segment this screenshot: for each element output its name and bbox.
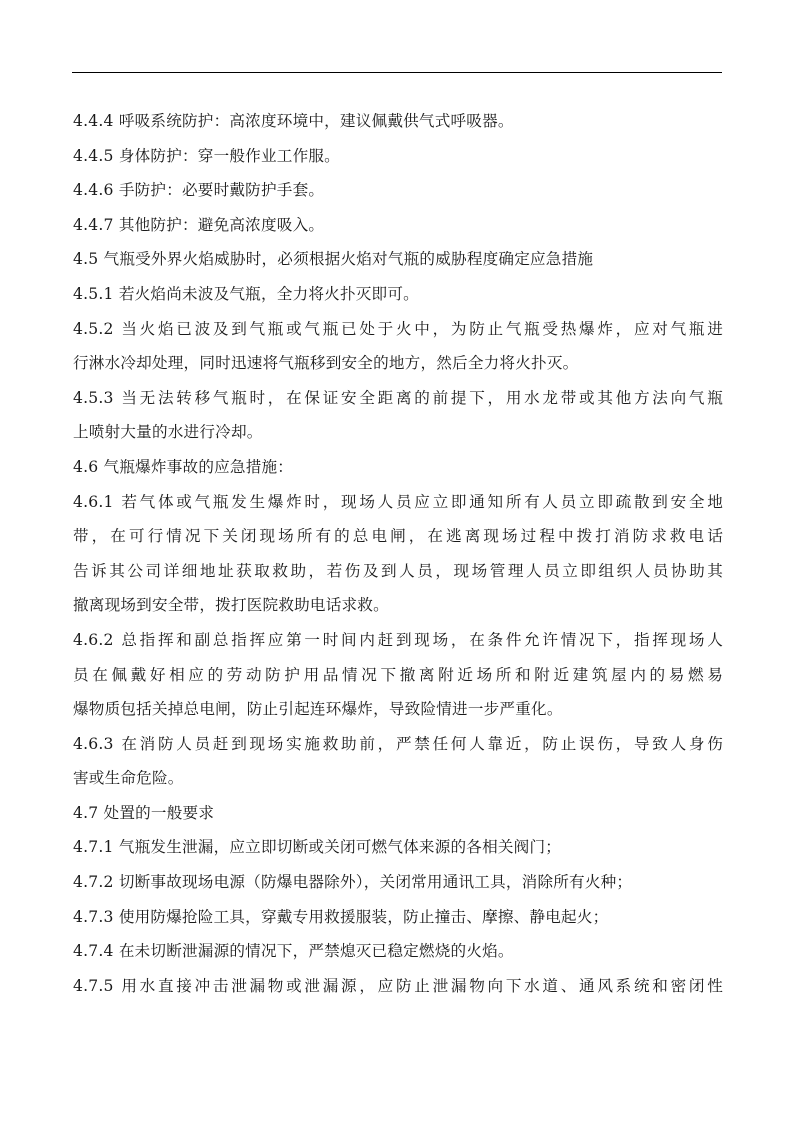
text-line-4-5-2-cont: 行淋水冷却处理，同时迅速将气瓶移到安全的地方，然后全力将火扑灭。 — [73, 354, 579, 373]
text-line-4-6-3-cont: 害或生命危险。 — [73, 769, 184, 788]
text-line-4-6-2-cont-1: 员在佩戴好相应的劳动防护用品情况下撤离附近场所和附近建筑屋内的易燃易 — [73, 665, 723, 684]
text-line-4-4-6: 4.4.6 手防护：必要时戴防护手套。 — [73, 181, 325, 200]
text-line-4-5-2: 4.5.2 当火焰已波及到气瓶或气瓶已处于火中，为防止气瓶受热爆炸，应对气瓶进 — [73, 319, 723, 338]
text-line-4-4-5: 4.4.5 身体防护：穿一般作业工作服。 — [73, 146, 340, 165]
text-line-4-6-3: 4.6.3 在消防人员赶到现场实施救助前，严禁任何人靠近，防止误伤，导致人身伤 — [73, 734, 723, 753]
text-line-4-7-3: 4.7.3 使用防爆抢险工具，穿戴专用救援服装，防止撞击、摩擦、静电起火； — [73, 907, 609, 926]
document-body — [73, 104, 723, 1003]
text-line-4-7-2: 4.7.2 切断事故现场电源（防爆电器除外），关闭常用通讯工具，消除所有火种； — [73, 873, 633, 892]
section-heading-4-6: 4.6 气瓶爆炸事故的应急措施： — [73, 457, 294, 476]
header-rule — [72, 72, 722, 73]
text-line-4-4-7: 4.4.7 其他防护：避免高浓度吸入。 — [73, 215, 325, 234]
text-line-4-6-1-cont-2: 告诉其公司详细地址获取救助，若伤及到人员，现场管理人员立即组织人员协助其 — [73, 561, 723, 580]
text-line-4-7-5: 4.7.5 用水直接冲击泄漏物或泄漏源，应防止泄漏物向下水道、通风系统和密闭性 — [73, 976, 723, 995]
text-line-4-7-4: 4.7.4 在未切断泄漏源的情况下，严禁熄灭已稳定燃烧的火焰。 — [73, 942, 514, 961]
text-line-4-6-1-cont-3: 撤离现场到安全带，拨打医院救助电话求救。 — [73, 596, 389, 615]
text-line-4-7-1: 4.7.1 气瓶发生泄漏，应立即切断或关闭可燃气体来源的各相关阀门； — [73, 838, 562, 857]
text-line-4-6-2: 4.6.2 总指挥和副总指挥应第一时间内赶到现场，在条件允许情况下，指挥现场人 — [73, 630, 723, 649]
section-heading-4-5: 4.5 气瓶受外界火焰威胁时，必须根据火焰对气瓶的威胁程度确定应急措施 — [73, 250, 594, 269]
text-line-4-6-1: 4.6.1 若气体或气瓶发生爆炸时，现场人员应立即通知所有人员立即疏散到安全地 — [73, 492, 723, 511]
text-line-4-5-3: 4.5.3 当无法转移气瓶时，在保证安全距离的前提下，用水龙带或其他方法向气瓶 — [73, 388, 723, 407]
text-line-4-6-2-cont-2: 爆物质包括关掉总电闸，防止引起连环爆炸，导致险情进一步严重化。 — [73, 700, 563, 719]
text-line-4-5-3-cont: 上喷射大量的水进行冷却。 — [73, 423, 263, 442]
text-line-4-4-4: 4.4.4 呼吸系统防护：高浓度环境中，建议佩戴供气式呼吸器。 — [73, 112, 514, 130]
text-line-4-5-1: 4.5.1 若火焰尚未波及气瓶，全力将火扑灭即可。 — [73, 284, 419, 303]
text-line-4-6-1-cont-1: 带，在可行情况下关闭现场所有的总电闸，在逃离现场过程中拨打消防求救电话 — [73, 527, 723, 546]
section-heading-4-7: 4.7 处置的一般要求 — [73, 803, 215, 822]
